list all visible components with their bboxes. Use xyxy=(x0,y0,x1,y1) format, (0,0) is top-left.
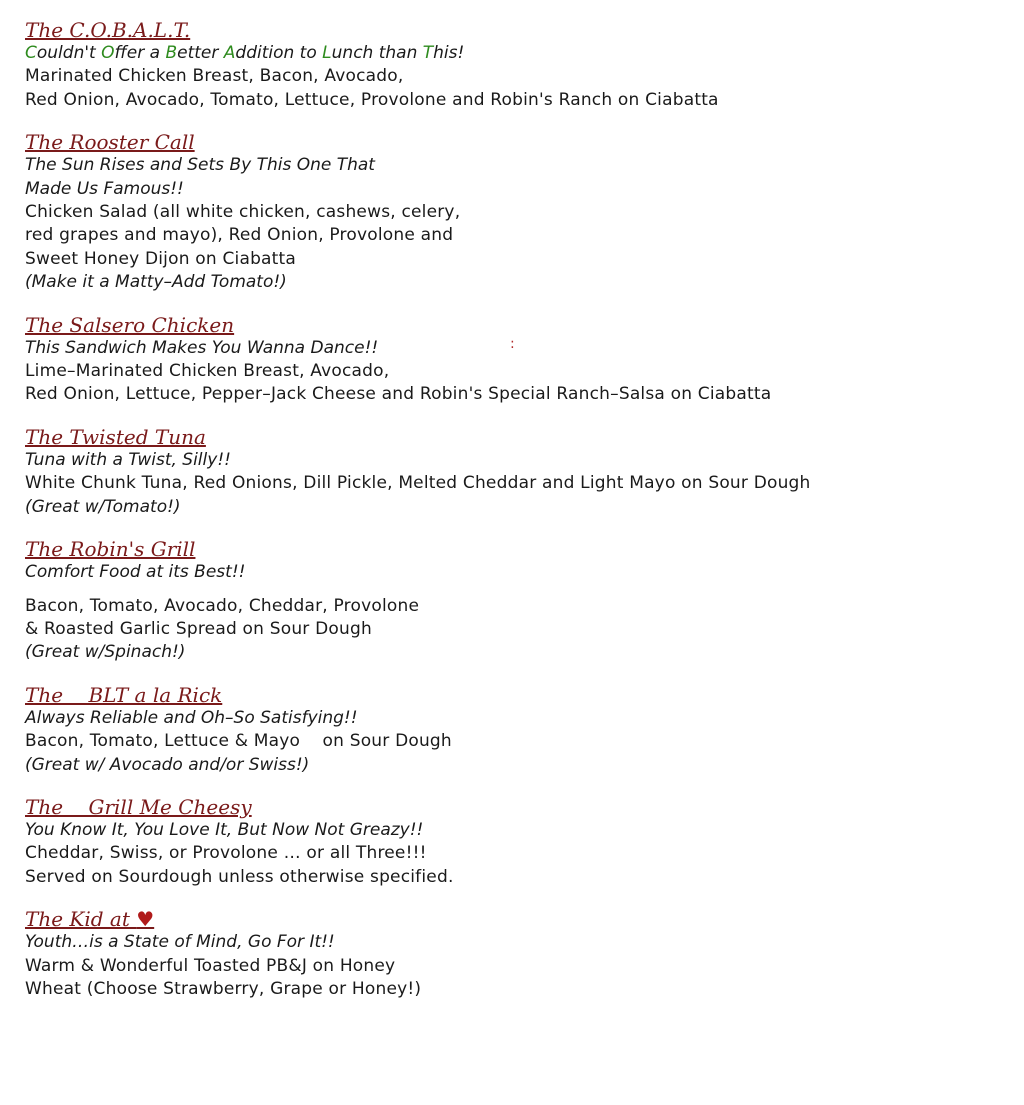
item-description: Bacon, Tomato, Lettuce & Mayo on Sour Dough xyxy=(25,731,452,752)
item-note: (Great w/Tomato!) xyxy=(25,496,181,517)
item-note: (Great w/ Avocado and/or Swiss!) xyxy=(25,754,310,775)
tagline-accent: O xyxy=(101,43,115,63)
item-tagline: The Sun Rises and Sets By This One That xyxy=(25,155,375,176)
item-description: Wheat (Choose Strawberry, Grape or Honey!) xyxy=(25,978,422,999)
item-title: The BLT a la Rick xyxy=(25,682,223,707)
menu-item-cobalt xyxy=(25,18,1015,112)
item-tagline: Tuna with a Twist, Silly!! xyxy=(25,449,231,470)
menu-item-blt-a-la-rick xyxy=(25,683,1015,777)
item-description: Warm & Wonderful Toasted PB&J on Honey xyxy=(25,955,396,976)
item-description: Cheddar, Swiss, or Provolone … or all Three!!! xyxy=(25,843,427,864)
item-description: Bacon, Tomato, Avocado, Cheddar, Provolone xyxy=(25,595,420,616)
item-description: Served on Sourdough unless otherwise specified. xyxy=(25,866,454,887)
item-title: The C.O.B.A.L.T. xyxy=(25,18,191,42)
item-description: Red Onion, Avocado, Tomato, Lettuce, Provolone and Robin's Ranch on Ciabatta xyxy=(25,89,719,110)
item-tagline: Comfort Food at its Best!! xyxy=(25,562,246,583)
tagline-text: ddition to xyxy=(235,43,323,63)
item-tagline: Youth…is a State of Mind, Go For It!! xyxy=(25,932,335,953)
item-description: Marinated Chicken Breast, Bacon, Avocado, xyxy=(25,66,404,87)
item-title: The Robin's Grill xyxy=(25,537,196,562)
sandwich-menu xyxy=(25,18,1015,1001)
item-title: The Grill Me Cheesy xyxy=(25,794,252,819)
item-tagline xyxy=(25,42,1015,65)
menu-item-kid-at-heart xyxy=(25,907,1015,1001)
menu-item-salsero-chicken xyxy=(25,313,1015,407)
item-description: Lime–Marinated Chicken Breast, Avocado, xyxy=(25,361,390,382)
tagline-text: ffer a xyxy=(114,43,166,63)
tagline-accent: T xyxy=(422,43,434,63)
menu-item-twisted-tuna xyxy=(25,425,1015,519)
tagline-text: etter xyxy=(177,43,224,63)
tagline-accent: C xyxy=(25,43,37,63)
tagline-text: unch than xyxy=(331,43,423,63)
menu-item-robins-grill xyxy=(25,537,1015,665)
item-title: The Salsero Chicken xyxy=(25,312,235,337)
item-description: & Roasted Garlic Spread on Sour Dough xyxy=(25,618,372,639)
item-title: The Rooster Call xyxy=(25,130,195,155)
heart-icon: ♥ xyxy=(136,907,155,932)
item-note: (Great w/Spinach!) xyxy=(25,642,186,663)
tagline-accent: A xyxy=(223,43,236,63)
item-tagline: This Sandwich Makes You Wanna Dance!! xyxy=(25,337,379,358)
item-description: White Chunk Tuna, Red Onions, Dill Pickle, Melted Cheddar and Light Mayo on Sour Dough xyxy=(25,473,811,494)
item-note: (Make it a Matty–Add Tomato!) xyxy=(25,272,287,293)
item-title-text: The Kid at xyxy=(25,907,137,932)
menu-item-rooster-call xyxy=(25,130,1015,294)
item-tagline: You Know It, You Love It, But Now Not Greazy!! xyxy=(25,819,424,840)
tagline-accent: B xyxy=(165,43,178,63)
item-tagline: Always Reliable and Oh–So Satisfying!! xyxy=(25,707,358,728)
item-title xyxy=(25,907,1015,931)
stray-colon-mark: : xyxy=(510,336,515,352)
item-description: Chicken Salad (all white chicken, cashews, celery, xyxy=(25,202,461,223)
tagline-text: ouldn't xyxy=(36,43,102,63)
item-description: Sweet Honey Dijon on Ciabatta xyxy=(25,248,297,269)
tagline-text: his! xyxy=(433,43,465,63)
item-title: The Twisted Tuna xyxy=(25,424,206,449)
item-tagline: Made Us Famous!! xyxy=(25,178,184,199)
menu-item-grill-me-cheesy xyxy=(25,795,1015,889)
item-description: Red Onion, Lettuce, Pepper–Jack Cheese and Robin's Special Ranch–Salsa on Ciabatta xyxy=(25,384,772,405)
tagline-accent: L xyxy=(322,43,332,63)
item-description: red grapes and mayo), Red Onion, Provolone and xyxy=(25,225,454,246)
